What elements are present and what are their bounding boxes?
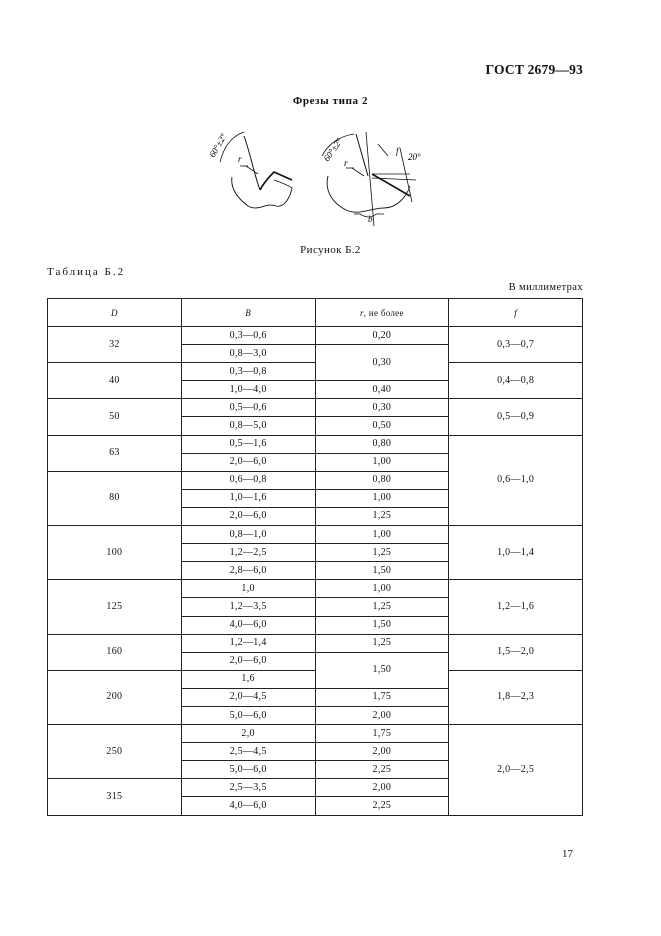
header-d: D: [48, 299, 182, 327]
units-note: В миллиметрах: [508, 282, 583, 293]
cutter-drawing: [200, 122, 440, 232]
angle-label-right: 60°±2°: [321, 136, 345, 164]
radius-label-right: r: [344, 158, 348, 168]
header-r-symbol: r: [359, 307, 364, 318]
table-row: [48, 634, 583, 652]
dimensions-table: [47, 298, 583, 816]
header-f: f: [449, 299, 583, 327]
table-row: [48, 580, 583, 598]
f-label: f: [396, 146, 399, 156]
cell-r: 1,25: [315, 507, 449, 525]
cell-r: 0,50: [315, 417, 449, 435]
page-number: 17: [562, 848, 573, 860]
cell-f: 1,0—1,4: [449, 526, 583, 580]
cell-b: 2,8—6,0: [181, 562, 315, 580]
cell-b: 0,5—1,6: [181, 435, 315, 453]
cell-r: 1,75: [315, 688, 449, 706]
cell-f: 1,2—1,6: [449, 580, 583, 634]
cell-r: 1,50: [315, 616, 449, 634]
cell-b: 2,0—6,0: [181, 507, 315, 525]
cell-d: 32: [48, 327, 182, 363]
cell-b: 1,0—4,0: [181, 381, 315, 399]
cell-b: 0,3—0,8: [181, 363, 315, 381]
cell-f: 1,5—2,0: [449, 634, 583, 670]
cell-b: 1,2—1,4: [181, 634, 315, 652]
cell-b: 2,0: [181, 725, 315, 743]
cell-b: 5,0—6,0: [181, 706, 315, 724]
cell-b: 4,0—6,0: [181, 797, 315, 815]
cell-d: 50: [48, 399, 182, 435]
cell-r: 0,30: [315, 399, 449, 417]
header-r-note: , не более: [363, 307, 404, 318]
cell-f: 0,6—1,0: [449, 435, 583, 525]
cell-f: 2,0—2,5: [449, 725, 583, 815]
cell-r: 1,75: [315, 725, 449, 743]
header-b: B: [181, 299, 315, 327]
cell-r: 1,25: [315, 634, 449, 652]
b-label: b: [368, 214, 373, 224]
cell-f: 0,5—0,9: [449, 399, 583, 435]
cell-f: 0,3—0,7: [449, 327, 583, 363]
cell-r: 0,80: [315, 435, 449, 453]
cell-r: 1,25: [315, 598, 449, 616]
cell-r: 2,25: [315, 761, 449, 779]
figure-caption: Рисунок Б.2: [300, 244, 361, 256]
cell-b: 1,2—2,5: [181, 544, 315, 562]
table-row: [48, 725, 583, 743]
cell-b: 0,8—5,0: [181, 417, 315, 435]
header-r: [315, 299, 449, 327]
cell-r: 1,00: [315, 489, 449, 507]
cell-b: 1,0: [181, 580, 315, 598]
cell-b: 0,6—0,8: [181, 471, 315, 489]
table-header-row: [48, 299, 583, 327]
cell-r: 0,30: [315, 345, 449, 381]
cell-r: 1,00: [315, 453, 449, 471]
cell-b: 2,0—6,0: [181, 453, 315, 471]
cell-r: 1,00: [315, 526, 449, 544]
cell-b: 0,5—0,6: [181, 399, 315, 417]
table-row: [48, 526, 583, 544]
cell-d: 315: [48, 779, 182, 815]
cell-b: 0,8—1,0: [181, 526, 315, 544]
cell-r: 1,25: [315, 544, 449, 562]
cell-r: 1,50: [315, 652, 449, 688]
cell-r: 1,00: [315, 580, 449, 598]
angle-20-label: 20°: [408, 152, 421, 162]
cell-d: 160: [48, 634, 182, 670]
table-row: [48, 435, 583, 453]
cell-b: 2,0—6,0: [181, 652, 315, 670]
cell-r: 2,00: [315, 706, 449, 724]
cell-r: 0,40: [315, 381, 449, 399]
cell-b: 1,6: [181, 670, 315, 688]
cell-b: 0,8—3,0: [181, 345, 315, 363]
cell-d: 125: [48, 580, 182, 634]
angle-label-left: 60°±2°: [207, 131, 229, 159]
cell-b: 1,0—1,6: [181, 489, 315, 507]
standard-number: ГОСТ 2679—93: [485, 62, 583, 77]
cell-r: 0,20: [315, 327, 449, 345]
cell-f: 1,8—2,3: [449, 670, 583, 724]
cell-f: 0,4—0,8: [449, 363, 583, 399]
cell-d: 250: [48, 725, 182, 779]
cell-b: 2,5—3,5: [181, 779, 315, 797]
cell-d: 80: [48, 471, 182, 525]
cell-r: 0,80: [315, 471, 449, 489]
cell-b: 4,0—6,0: [181, 616, 315, 634]
cell-d: 200: [48, 670, 182, 724]
cell-d: 63: [48, 435, 182, 471]
cell-d: 100: [48, 526, 182, 580]
cell-b: 1,2—3,5: [181, 598, 315, 616]
table-row: [48, 327, 583, 345]
cell-d: 40: [48, 363, 182, 399]
cell-r: 2,25: [315, 797, 449, 815]
figure-title: Фрезы типа 2: [292, 95, 369, 107]
table-row: [48, 399, 583, 417]
cell-b: 2,0—4,5: [181, 688, 315, 706]
table-label: Таблица Б.2: [47, 266, 126, 278]
cell-r: 1,50: [315, 562, 449, 580]
radius-label-left: r: [238, 154, 242, 164]
cell-b: 5,0—6,0: [181, 761, 315, 779]
cell-r: 2,00: [315, 779, 449, 797]
cell-b: 2,5—4,5: [181, 743, 315, 761]
cell-b: 0,3—0,6: [181, 327, 315, 345]
cell-r: 2,00: [315, 743, 449, 761]
